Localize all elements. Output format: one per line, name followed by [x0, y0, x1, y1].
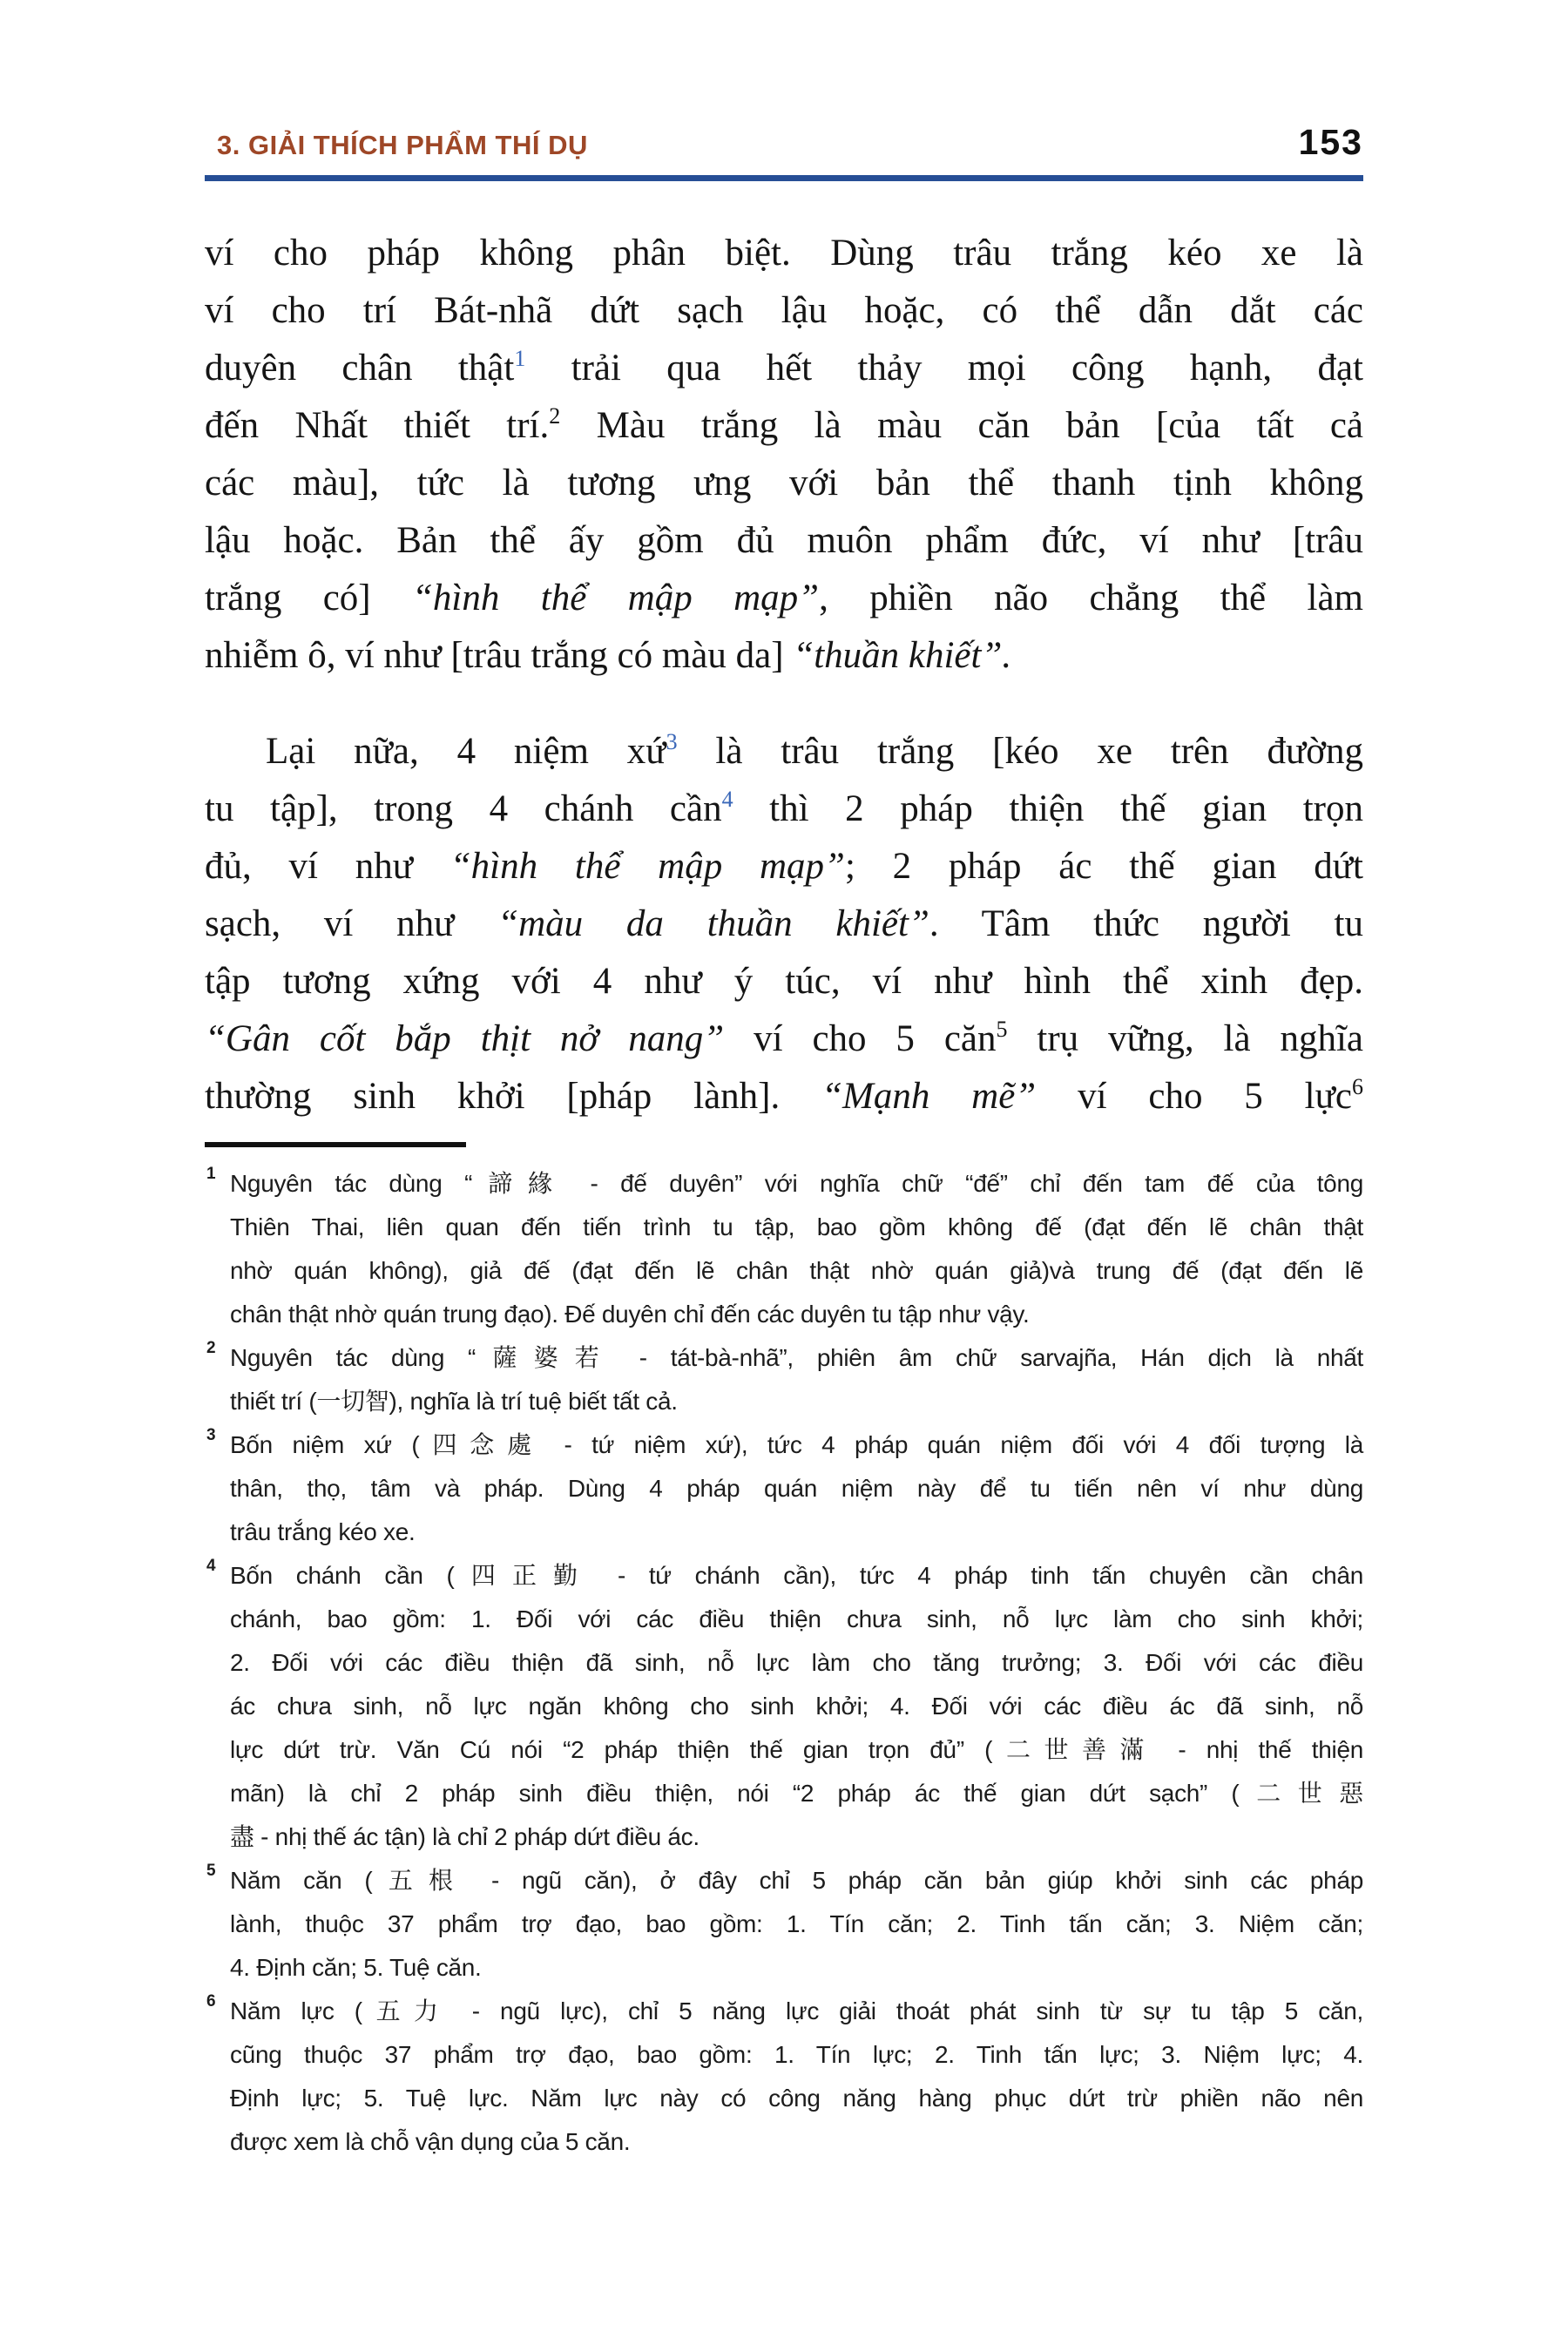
footnote-line: chân thật nhờ quán trung đạo). Đế duyên chỉ đến các duyên tu tập như vậy. — [230, 1301, 1030, 1328]
footnote-line: 2. Đối với các điều thiện đã sinh, nỗ lực làm cho tăng trưởng; 3. Đối với các điều — [230, 1649, 1363, 1676]
text-line — [205, 781, 1363, 838]
footnote-line: 盡 - nhị thế ác tận) là chỉ 2 pháp dứt điều ác. — [230, 1823, 700, 1850]
text-line — [205, 953, 1363, 1010]
footnote-ref: 3 — [666, 729, 678, 754]
footnote-item — [205, 1554, 1363, 1859]
header-rule — [205, 175, 1363, 181]
footnote-line: cũng thuộc 37 phẩm trợ đạo, bao gồm: 1. Tín lực; 2. Tinh tấn lực; 3. Niệm lực; 4. — [230, 2041, 1363, 2068]
text-line — [205, 627, 1363, 685]
text-segment: thì 2 pháp thiện thế gian trọn — [733, 788, 1363, 829]
footnote-line: Nguyên tác dùng “諦緣 - đế duyên” với nghĩa chữ “đế” chỉ đến tam đế của tông — [230, 1170, 1363, 1197]
footnote-line: 4. Định căn; 5. Tuệ căn. — [230, 1954, 482, 1981]
emphasized-quote: “Mạnh mẽ” — [821, 1076, 1037, 1117]
footnote-item — [205, 1336, 1363, 1423]
text-segment: tập tương xứng với 4 như ý túc, ví như hình thể xinh đẹp. — [205, 961, 1363, 1002]
footnote-ref: 5 — [996, 1017, 1008, 1042]
footnote-number: 3 — [206, 1426, 216, 1444]
body-text — [205, 225, 1363, 1125]
footnote-item — [205, 1162, 1363, 1336]
footnote-ref: 1 — [514, 346, 526, 371]
text-segment: duyên chân thật — [205, 348, 515, 389]
footnote-number: 6 — [206, 1992, 216, 2011]
footnote-line: được xem là chỗ vận dụng của 5 căn. — [230, 2128, 631, 2155]
footnote-line: Bốn chánh cần (四正勤 - tứ chánh cần), tức 4 pháp tinh tấn chuyên cần chân — [230, 1562, 1363, 1589]
paragraph — [205, 225, 1363, 685]
text-line — [205, 397, 1363, 455]
text-segment: ví cho 5 lực — [1036, 1076, 1352, 1117]
text-segment: trắng có] — [205, 578, 413, 618]
text-segment: trụ vững, là nghĩa — [1007, 1018, 1363, 1059]
paragraph — [205, 723, 1363, 1125]
emphasized-quote: “Gân cốt bắp thịt nở nang” — [205, 1018, 725, 1059]
footnote-item — [205, 1423, 1363, 1554]
footnote-line: Thiên Thai, liên quan đến tiến trình tu tập, bao gồm không đế (đạt đến lẽ chân thật — [230, 1213, 1363, 1240]
text-segment: sạch, ví như — [205, 903, 498, 944]
text-segment: các màu], tức là tương ưng với bản thể thanh tịnh không — [205, 463, 1363, 504]
text-line — [205, 225, 1363, 282]
text-line — [205, 570, 1363, 627]
text-segment: thường sinh khởi [pháp lành]. — [205, 1076, 822, 1117]
emphasized-quote: “hình thể mập mạp” — [412, 578, 820, 618]
footnote-ref: 2 — [549, 403, 561, 429]
emphasized-quote: “thuần khiết”. — [793, 635, 1012, 676]
footnote-line: chánh, bao gồm: 1. Đối với các điều thiện chưa sinh, nỗ lực làm cho sinh khởi; — [230, 1605, 1363, 1632]
text-segment: ; 2 pháp ác thế gian dứt — [844, 846, 1363, 887]
text-segment: . Tâm thức người tu — [929, 903, 1363, 944]
running-head — [205, 122, 1363, 163]
footnote-line: thiết trí (一切智), nghĩa là trí tuệ biết tất cả. — [230, 1388, 678, 1415]
footnote-line: trâu trắng kéo xe. — [230, 1518, 416, 1545]
footnote-line: ác chưa sinh, nỗ lực ngăn không cho sinh khởi; 4. Đối với các điều ác đã sinh, nỗ — [230, 1693, 1363, 1720]
footnote-line: Năm lực (五力 - ngũ lực), chỉ 5 năng lực giải thoát phát sinh từ sự tu tập 5 căn, — [230, 1997, 1363, 2024]
text-segment: đủ, ví như — [205, 846, 450, 887]
footnote-line: Năm căn (五根 - ngũ căn), ở đây chỉ 5 pháp căn bản giúp khởi sinh các pháp — [230, 1867, 1363, 1894]
text-line — [205, 838, 1363, 896]
footnote-ref: 4 — [721, 787, 733, 812]
footnote-number: 4 — [206, 1557, 216, 1575]
page-number: 153 — [1298, 122, 1363, 162]
text-line — [205, 1068, 1363, 1125]
text-segment: ví cho 5 căn — [724, 1018, 997, 1059]
footnote-line: thân, thọ, tâm và pháp. Dùng 4 pháp quán niệm này để tu tiến nên ví như dùng — [230, 1475, 1363, 1502]
footnote-line: Nguyên tác dùng “薩婆若 - tát-bà-nhã”, phiên âm chữ sarvajña, Hán dịch là nhất — [230, 1344, 1363, 1371]
footnote-line: mãn) là chỉ 2 pháp sinh điều thiện, nói “2 pháp ác thế gian dứt sạch” (二世惡 — [230, 1780, 1363, 1807]
text-segment: tu tập], trong 4 chánh cần — [205, 788, 722, 829]
text-line — [205, 896, 1363, 953]
text-segment: trải qua hết thảy mọi công hạnh, đạt — [525, 348, 1363, 389]
text-line — [205, 1010, 1363, 1068]
text-segment: , phiền não chẳng thể làm — [819, 578, 1363, 618]
footnote-line: Định lực; 5. Tuệ lực. Năm lực này có công năng hàng phục dứt trừ phiền não nên — [230, 2085, 1363, 2112]
text-segment: nhiễm ô, ví như [trâu trắng có màu da] — [205, 635, 794, 676]
text-segment: ví cho trí Bát-nhã dứt sạch lậu hoặc, có thể dẫn dắt các — [205, 290, 1363, 331]
text-segment: lậu hoặc. Bản thể ấy gồm đủ muôn phẩm đức, ví như [trâu — [205, 520, 1363, 561]
text-segment: ví cho pháp không phân biệt. Dùng trâu trắng kéo xe là — [205, 233, 1363, 274]
text-segment: đến Nhất thiết trí. — [205, 405, 550, 446]
footnote-item — [205, 1990, 1363, 2164]
text-line — [205, 340, 1363, 397]
text-segment: Lại nữa, 4 niệm xứ — [266, 731, 666, 772]
footnote-line: nhờ quán không), giả đế (đạt đến lẽ chân thật nhờ quán giả)và trung đế (đạt đến lẽ — [230, 1257, 1363, 1284]
footnote-line: lành, thuộc 37 phẩm trợ đạo, bao gồm: 1. Tín căn; 2. Tinh tấn căn; 3. Niệm căn; — [230, 1910, 1363, 1937]
footnote-number: 2 — [206, 1339, 216, 1357]
footnote-number: 5 — [206, 1862, 216, 1880]
footnote-line: lực dứt trừ. Văn Cú nói “2 pháp thiện thế gian trọn đủ” (二世善滿 - nhị thế thiện — [230, 1736, 1363, 1763]
footnote-separator — [205, 1142, 466, 1147]
chapter-header-title: 3. GIẢI THÍCH PHẨM THÍ DỤ — [217, 130, 588, 160]
text-line — [205, 455, 1363, 512]
emphasized-quote: “màu da thuần khiết” — [497, 903, 929, 944]
footnote-ref: 6 — [1352, 1074, 1363, 1099]
text-segment: là trâu trắng [kéo xe trên đường — [677, 731, 1364, 772]
footnote-line: Bốn niệm xứ (四念處 - tứ niệm xứ), tức 4 pháp quán niệm đối với 4 đối tượng là — [230, 1431, 1363, 1458]
text-line — [205, 512, 1363, 570]
footnotes-section — [205, 1162, 1363, 2164]
text-line — [205, 282, 1363, 340]
emphasized-quote: “hình thể mập mạp” — [449, 846, 845, 887]
text-segment: Màu trắng là màu căn bản [của tất cả — [560, 405, 1363, 446]
footnote-number: 1 — [206, 1165, 216, 1183]
text-line — [205, 723, 1363, 781]
footnote-item — [205, 1859, 1363, 1990]
